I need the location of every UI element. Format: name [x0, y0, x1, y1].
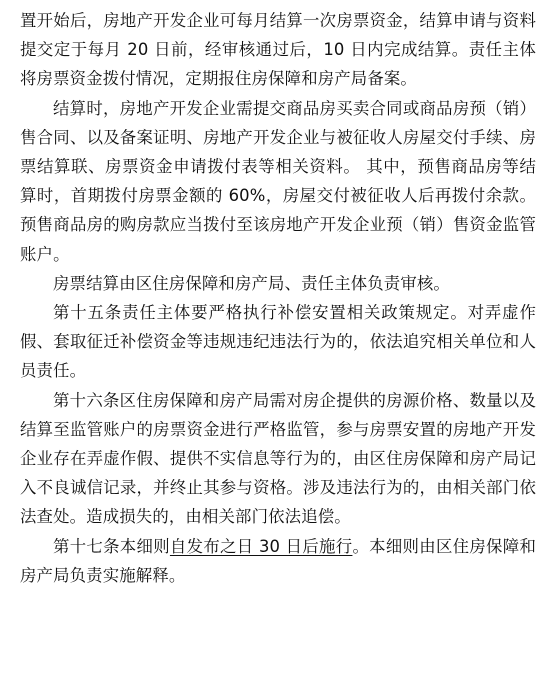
paragraph-settlement-schedule: 置开始后，房地产开发企业可每月结算一次房票资金，结算申请与资料提交定于每月 20 日前，经审核通过后，10 日内完成结算。责任主体将房票资金拨付情况，定期报住房保障和房产局备案。	[20, 11, 536, 89]
document-body	[20, 6, 536, 670]
article-17-lead: 第十七条本细则	[53, 536, 170, 556]
paragraph-article-17	[20, 532, 536, 590]
article-17-effective-date: 自发布之日 30 日后施行	[169, 536, 353, 556]
paragraph-article-16: 第十六条区住房保障和房产局需对房企提供的房源价格、数量以及结算至监管账户的房票资金进行严格监管，参与房票安置的房地产开发企业存在弄虚作假、提供不实信息等行为的，由区住房保障和房产局记入不良诚信记录，并终止其参与资格。涉及违法行为的，由相关部门依法查处。造成损失的，由相关部门依法追偿。	[20, 390, 536, 527]
page-bottom-whitespace	[20, 590, 536, 670]
paragraph-settlement-review: 房票结算由区住房保障和房产局、责任主体负责审核。	[53, 273, 450, 293]
paragraph-article-15: 第十五条责任主体要严格执行补偿安置相关政策规定。对弄虚作假、套取征迁补偿资金等违规违纪违法行为的，依法追究相关单位和人员责任。	[20, 303, 536, 381]
article-17-tail: 。本细则由区住房保障和房产局负责实施解释。	[20, 536, 536, 585]
paragraph-settlement-materials: 结算时，房地产开发企业需提交商品房买卖合同或商品房预（销）售合同、以及备案证明、房地产开发企业与被征收人房屋交付手续、房票结算联、房票资金申请拨付表等相关资料。 其中，预售商品房等结算时，首期拨付房票金额的 60%，房屋交付被征收人后再拨付余款。预售商品房的购房款应当拨付至该房地产开发企业预（销）售资金监管账户。	[20, 98, 536, 264]
